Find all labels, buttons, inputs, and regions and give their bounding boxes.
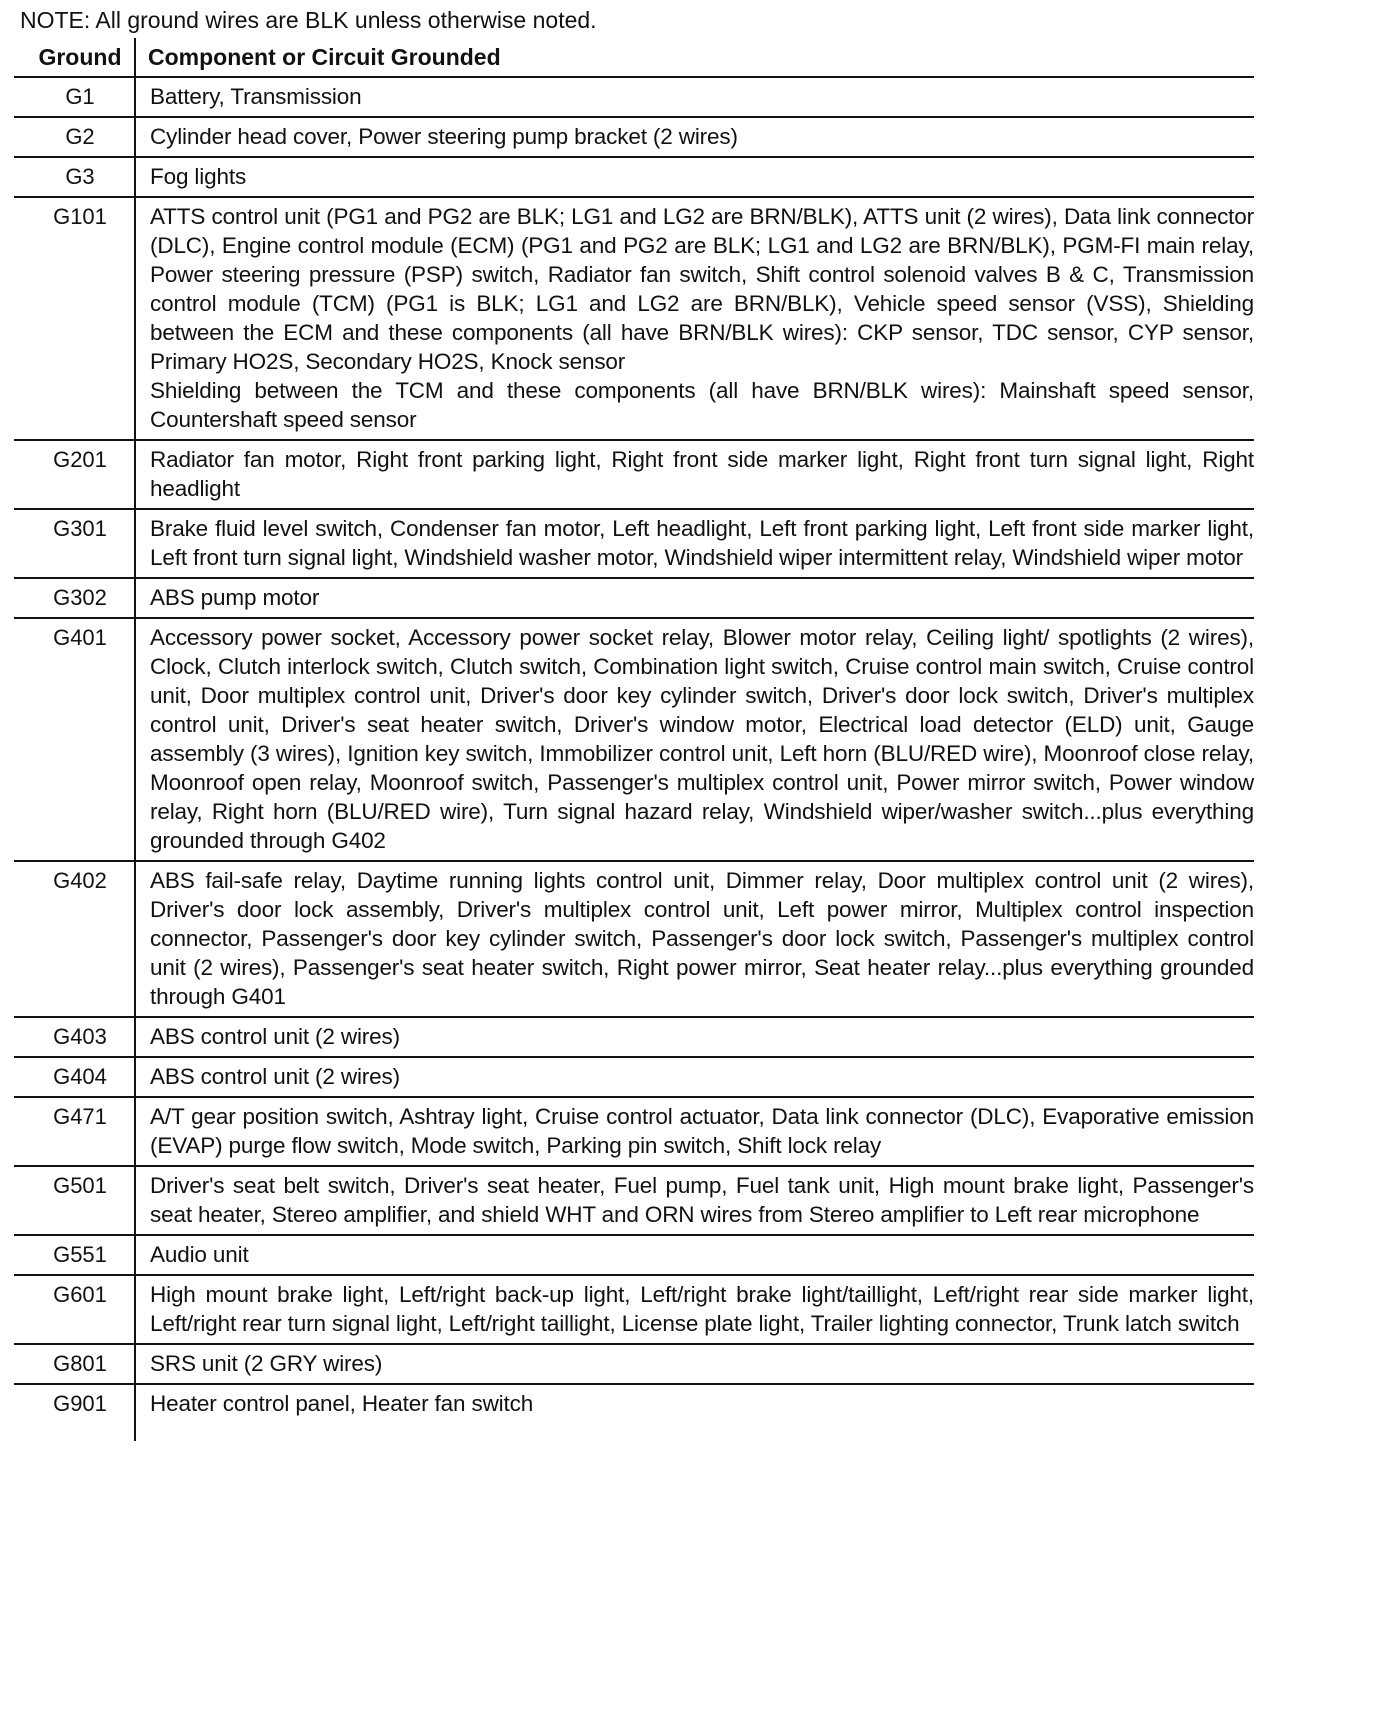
component-list [136,1385,1254,1441]
ground-id: G404 [14,1058,136,1096]
table-row [14,1236,1254,1276]
table-row [14,1345,1254,1385]
ground-id: G301 [14,510,136,577]
component-text: Cylinder head cover, Power steering pump bracket (2 wires) [150,124,738,149]
ground-id: G402 [14,862,136,1016]
component-list [136,1018,1254,1056]
table-row [14,510,1254,579]
table-row [14,1058,1254,1098]
ground-id: G501 [14,1167,136,1234]
component-list [136,862,1254,1016]
table-header [14,38,1254,76]
component-list [136,1345,1254,1383]
table-row [14,158,1254,198]
component-list [136,198,1254,439]
note-text: NOTE: All ground wires are BLK unless otherwise noted. [20,7,597,33]
ground-id: G471 [14,1098,136,1165]
table-row [14,1167,1254,1236]
component-text: High mount brake light, Left/right back-up light, Left/right brake light/taillight, Left/right rear side marker light, Left/right rear turn signal light, Left/right taillight, License plate light, Trailer lighting connector, Trunk latch switch [150,1282,1254,1336]
component-text: Audio unit [150,1242,249,1267]
ground-id: G1 [14,78,136,116]
component-column-header: Component or Circuit Grounded [148,44,501,70]
component-text: A/T gear position switch, Ashtray light, Cruise control actuator, Data link connector (DLC), Evaporative emission (EVAP) purge flow switch, Mode switch, Parking pin switch, Shift lock relay [150,1104,1254,1158]
component-text: ABS fail-safe relay, Daytime running lights control unit, Dimmer relay, Door multiplex control unit (2 wires), Driver's door lock assembly, Driver's multiplex control unit, Left power mirror, Multiplex control inspection connector, Passenger's door key cylinder switch, Passenger's door lock switch, Passenger's multiplex control unit (2 wires), Passenger's seat heater switch, Right power mirror, Seat heater relay...plus everything grounded through G401 [150,868,1254,1009]
component-list [136,118,1254,156]
component-list [136,78,1254,116]
component-text: Brake fluid level switch, Condenser fan motor, Left headlight, Left front parking light, Left front side marker light, Left front turn signal light, Windshield washer motor, Windshield wiper intermittent relay, Windshield wiper motor [150,516,1254,570]
component-list [136,1236,1254,1274]
table-row [14,1098,1254,1167]
ground-id: G401 [14,619,136,860]
ground-column-header: Ground [14,38,136,76]
component-list [136,1098,1254,1165]
table-row [14,579,1254,619]
component-text: Fog lights [150,164,247,189]
table-row [14,619,1254,862]
table-row [14,198,1254,441]
table-row [14,441,1254,510]
component-text: Radiator fan motor, Right front parking light, Right front side marker light, Right front turn signal light, Right headlight [150,447,1254,501]
ground-id: G201 [14,441,136,508]
ground-id: G801 [14,1345,136,1383]
ground-id: G551 [14,1236,136,1274]
ground-id: G3 [14,158,136,196]
component-text: Shielding between the TCM and these components (all have BRN/BLK wires): Mainshaft speed sensor, Countershaft speed sensor [150,378,1254,432]
component-list [136,619,1254,860]
component-text: Driver's seat belt switch, Driver's seat heater, Fuel pump, Fuel tank unit, High mount brake light, Passenger's seat heater, Stereo amplifier, and shield WHT and ORN wires from Stereo amplifier to Left rear microphone [150,1173,1254,1227]
ground-id: G2 [14,118,136,156]
component-list [136,510,1254,577]
component-text: ABS control unit (2 wires) [150,1024,400,1049]
ground-id: G302 [14,579,136,617]
ground-id: G601 [14,1276,136,1343]
ground-id: G101 [14,198,136,439]
component-text: ATTS control unit (PG1 and PG2 are BLK; LG1 and LG2 are BRN/BLK), ATTS unit (2 wires), Data link connector (DLC), Engine control module (ECM) (PG1 and PG2 are BLK; LG1 and LG2 are BRN/BLK), PGM-FI main relay, Power steering pressure (PSP) switch, Radiator fan switch, Shift control solenoid valves B & C, Transmission control module (TCM) (PG1 is BLK; LG1 and LG2 are BRN/BLK), Vehicle speed sensor (VSS), Shielding between the ECM and these components (all have BRN/BLK wires): CKP sensor, TDC sensor, CYP sensor, Primary HO2S, Secondary HO2S, Knock sensor [150,204,1254,374]
component-text: ABS pump motor [150,585,320,610]
table-row [14,1385,1254,1441]
ground-table [14,76,1254,1441]
component-text: Heater control panel, Heater fan switch [150,1391,534,1416]
ground-id: G403 [14,1018,136,1056]
component-list [136,441,1254,508]
component-list [136,579,1254,617]
table-row [14,78,1254,118]
component-text: Battery, Transmission [150,84,362,109]
component-text: SRS unit (2 GRY wires) [150,1351,383,1376]
component-list [136,1058,1254,1096]
table-row [14,862,1254,1018]
table-row [14,1018,1254,1058]
component-list [136,158,1254,196]
component-list [136,1276,1254,1343]
table-row [14,118,1254,158]
ground-id: G901 [14,1385,136,1441]
ground-table-page [14,6,1254,1441]
component-text: Accessory power socket, Accessory power socket relay, Blower motor relay, Ceiling light/ spotlights (2 wires), Clock, Clutch interlock switch, Clutch switch, Combination light switch, Cruise control main switch, Cruise control unit, Door multiplex control unit, Driver's door key cylinder switch, Driver's door lock switch, Driver's multiplex control unit, Driver's seat heater switch, Driver's window motor, Electrical load detector (ELD) unit, Gauge assembly (3 wires), Ignition key switch, Immobilizer control unit, Left horn (BLU/RED wire), Moonroof close relay, Moonroof open relay, Moonroof switch, Passenger's multiplex control unit, Power mirror switch, Power window relay, Right horn (BLU/RED wire), Turn signal hazard relay, Windshield wiper/washer switch...plus everything grounded through G402 [150,625,1254,853]
component-text: ABS control unit (2 wires) [150,1064,400,1089]
table-row [14,1276,1254,1345]
component-list [136,1167,1254,1234]
